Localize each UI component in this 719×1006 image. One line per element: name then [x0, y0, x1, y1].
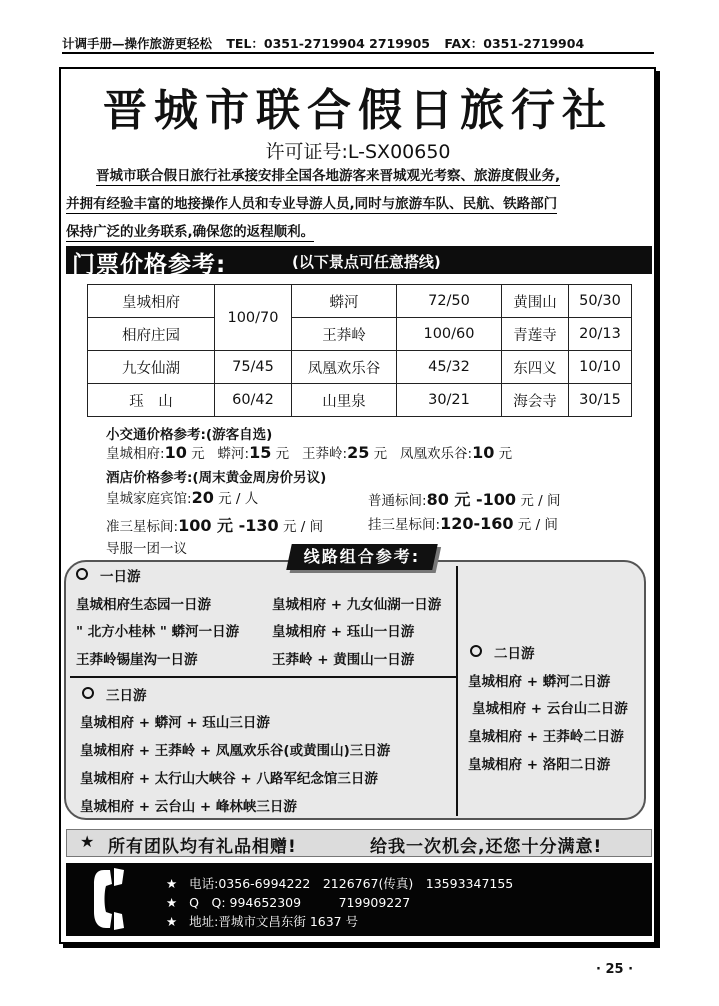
hotel-item: 准三星标间:100 元 -130 元 / 间: [106, 516, 324, 535]
three-day-heading: 三日游: [82, 684, 147, 704]
table-cell-shared-price: 100/70: [215, 285, 292, 351]
table-cell: 珏 山: [88, 384, 215, 417]
table-cell: 东四义: [502, 351, 569, 384]
table-cell: 45/32: [397, 351, 502, 384]
star-icon: ★: [80, 832, 95, 851]
route-item: 皇城相府 + 九女仙湖一日游: [272, 597, 442, 613]
table-row: [88, 285, 632, 318]
route-banner: [286, 544, 438, 570]
route-item: 皇城相府 + 洛阳二日游: [468, 757, 611, 773]
table-cell: 50/30: [569, 285, 632, 318]
header-tel: TEL：0351-2719904 2719905: [226, 36, 431, 51]
table-cell: 100/60: [397, 318, 502, 351]
star-icon: ★: [166, 914, 178, 929]
one-day-heading: 一日游: [76, 565, 141, 585]
star-icon: ★: [166, 895, 178, 910]
table-cell: 10/10: [569, 351, 632, 384]
star-icon: ★: [166, 876, 178, 891]
route-item: " 北方小桂林 " 蟒河一日游: [76, 624, 240, 640]
table-cell: 凤凰欢乐谷: [292, 351, 397, 384]
two-day-heading: 二日游: [470, 642, 535, 662]
contact-address: ★ 地址:晋城市文昌东街 1637 号: [166, 914, 359, 929]
route-item: 皇城相府 + 蟒河 + 珏山三日游: [80, 715, 270, 731]
guide-fee-note: 导服一团一议: [106, 541, 187, 557]
intro-line-1: 晋城市联合假日旅行社承接安排全国各地游客来晋城观光考察、旅游度假业务,: [96, 168, 561, 184]
bullet-circle-icon: [470, 645, 482, 657]
transport-prices: [106, 442, 512, 462]
route-item: 王莽岭 + 黄围山一日游: [272, 652, 415, 668]
table-cell: 60/42: [215, 384, 292, 417]
table-cell: 黄围山: [502, 285, 569, 318]
table-row: [88, 384, 632, 417]
route-item: 皇城相府 + 珏山一日游: [272, 624, 415, 640]
hotel-item: 普通标间:80 元 -100 元 / 间: [368, 490, 561, 509]
slogan-satisfaction: 给我一次机会,还您十分满意!: [370, 837, 603, 857]
contact-qq: ★ Q Q: 994652309 719909227: [166, 895, 411, 910]
ticket-title: 门票价格参考:: [72, 252, 227, 278]
table-cell: 山里泉: [292, 384, 397, 417]
table-cell: 30/21: [397, 384, 502, 417]
route-item: 皇城相府 + 王莽岭二日游: [468, 729, 624, 745]
table-cell: 王莽岭: [292, 318, 397, 351]
page-number: · 25 ·: [596, 962, 634, 977]
table-row: [88, 318, 632, 351]
route-separator: [70, 676, 456, 678]
table-cell: 相府庄园: [88, 318, 215, 351]
route-title: 线路组合参考:: [303, 547, 421, 566]
table-cell: 青莲寺: [502, 318, 569, 351]
contact-phone: ★ 电话:0356-6994222 2126767(传真) 13593347155: [166, 876, 514, 891]
table-cell: 30/15: [569, 384, 632, 417]
bullet-circle-icon: [76, 568, 88, 580]
header-rule: [62, 52, 654, 54]
transport-item: 王莽岭:25 元: [302, 443, 388, 462]
license-number: 许可证号:L-SX00650: [265, 141, 451, 163]
transport-item: 皇城相府:10 元: [106, 443, 205, 462]
route-divider: [456, 566, 458, 816]
transport-item: 凤凰欢乐谷:10 元: [400, 443, 513, 462]
header-fax: FAX：0351-2719904: [444, 36, 585, 51]
agency-title: 晋城市联合假日旅行社: [103, 85, 613, 136]
route-item: 皇城相府 + 云台山二日游: [472, 701, 628, 717]
table-cell: 72/50: [397, 285, 502, 318]
route-item: 皇城相府 + 太行山大峡谷 + 八路军纪念馆三日游: [80, 771, 378, 787]
slogan-gift: 所有团队均有礼品相赠!: [108, 837, 297, 857]
ticket-subtitle: (以下景点可任意搭线): [292, 253, 441, 271]
running-header: [62, 34, 654, 52]
table-cell: 九女仙湖: [88, 351, 215, 384]
table-cell: 海会寺: [502, 384, 569, 417]
hotel-title: 酒店价格参考:(周末黄金周房价另议): [106, 470, 327, 486]
ticket-price-table: [87, 284, 632, 417]
table-cell: 皇城相府: [88, 285, 215, 318]
table-cell: 20/13: [569, 318, 632, 351]
transport-title: 小交通价格参考:(游客自选): [106, 427, 273, 443]
hotel-item: 皇城家庭宾馆:20 元 / 人: [106, 488, 259, 507]
transport-item: 蟒河:15 元: [217, 443, 290, 462]
route-item: 皇城相府 + 王莽岭 + 凤凰欢乐谷(或黄围山)三日游: [80, 743, 391, 759]
hotel-item: 挂三星标间:120-160 元 / 间: [368, 514, 558, 533]
table-cell: 75/45: [215, 351, 292, 384]
route-item: 王莽岭锡崖沟一日游: [76, 652, 198, 668]
route-item: 皇城相府生态园一日游: [76, 597, 211, 613]
table-row: [88, 351, 632, 384]
route-item: 皇城相府 + 云台山 + 峰林峡三日游: [80, 799, 297, 815]
intro-line-2: 并拥有经验丰富的地接操作人员和专业导游人员,同时与旅游车队、民航、铁路部门: [66, 196, 558, 212]
telephone-icon: [90, 866, 136, 936]
ticket-price-banner: [66, 246, 652, 278]
header-slogan: 计调手册—操作旅游更轻松: [62, 36, 213, 51]
intro-line-3: 保持广泛的业务联系,确保您的返程顺利。: [66, 224, 315, 240]
table-cell: 蟒河: [292, 285, 397, 318]
route-item: 皇城相府 + 蟒河二日游: [468, 674, 611, 690]
bullet-circle-icon: [82, 687, 94, 699]
